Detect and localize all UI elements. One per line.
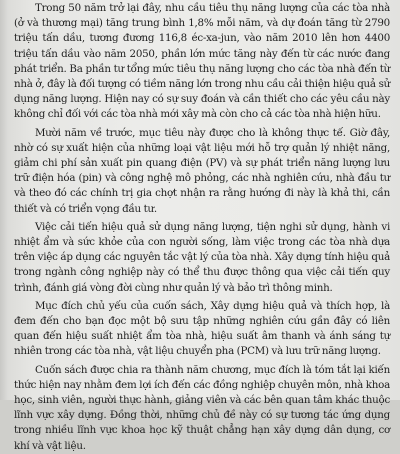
paragraph-energy-consumption: Trong 50 năm trở lại đây, nhu cầu tiêu thụ năng lượng của các tòa nhà (ở và thương mại) tăng trung bình 1,8% mỗi năm, và dự đoán tăng từ 2790 triệu tấn dầu, tương đương 116,8 éc-xa-jun, vào năm 2010 lên hơn 4400 triệu tấn dầu vào năm 2050, phần lớn mức tăng này đến từ các nước đang phát triển. Ba phần tư tổng mức tiêu thụ năng lượng cho các tòa nhà đến từ nhà ở, đây là đối tượng có tiềm năng lớn trong nhu cầu cải thiện hiệu quả sử dụng năng lượng. Hiện nay có sự suy đoán và cần thiết cho các yêu cầu này không chỉ đối với các tòa nhà mới xây mà còn cho cả các tòa nhà hiện hữu. [14,2,390,121]
paragraph-ten-years-ago: Mười năm về trước, mục tiêu này được cho là không thực tế. Giờ đây, nhờ có sự xuất hiện của những loại vật liệu mới hỗ trợ quản lý nhiệt năng, giảm chi phí sản xuất pin quang điện (PV) và sự phát triển năng lượng lưu trữ điện hóa (pin) và công nghệ mô phỏng, các nhà nghiên cứu, nhà đầu tư và theo đó các chính trị gia chợt nhận ra rằng hướng đi này là khả thi, cần thiết và có triển vọng đầu tư. [14,126,390,215]
paragraph-efficiency-improvement: Việc cải tiến hiệu quả sử dụng năng lượng, tiện nghi sử dụng, hành vi nhiệt ẩm và sức khỏe của con người sống, làm việc trong các tòa nhà dựa trên việc áp dụng các nguyên tắc vật lý của tòa nhà. Xây dựng tính hiệu quả trong ngành công nghiệp này có thể thu được thông qua việc cải tiến quy trình, đánh giá vòng đời cùng như quản lý và bảo trì thông minh. [14,220,390,294]
paragraph-book-structure: Cuốn sách được chia ra thành năm chương, mục đích là tóm tắt lại kiến thức hiện nay nhằm đem lợi ích đến các đồng nghiệp chuyên môn, nhà khoa học, sinh viên, người thực hành, giảng viên và các bên quan tâm khác thuộc lĩnh vực xây dựng. Đồng thời, những chủ đề này có sự tương tác ứng dụng trong nhiều lĩnh vực khoa học kỹ thuật chẳng hạn xây dựng dân dụng, cơ khí và vật liệu. [14,363,390,452]
paragraph-book-purpose: Mục đích chủ yếu của cuốn sách, Xây dựng hiệu quả và thích hợp, là đem đến cho bạn đọc một bộ sưu tập những nghiên cứu gần đây có liên quan đến hiệu suất nhiệt ẩm tòa nhà, hiệu suất âm thanh và ánh sáng tự nhiên trong các tòa nhà, vật liệu chuyển pha (PCM) và lưu trữ năng lượng. [14,299,390,358]
page-gutter-shadow [0,0,8,400]
